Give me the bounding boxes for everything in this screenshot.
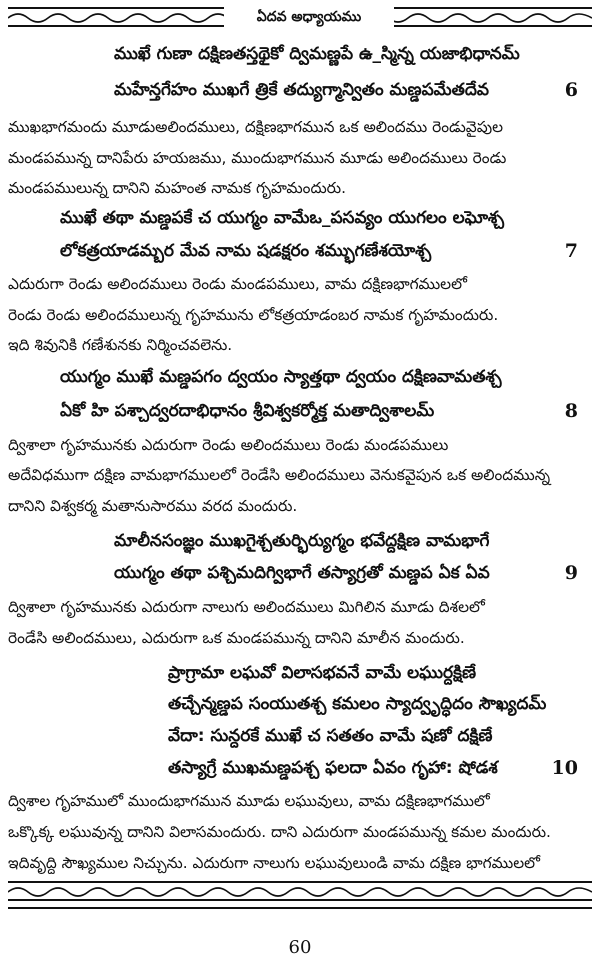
- commentary-line: ఎదురుగా రెండు అలిందములు రెండు మండపములు, వామ దక్షిణభాగములలో: [8, 275, 467, 293]
- commentary-line: రెండేసి అలిందములు, ఎదురుగా ఒక మండపమున్న దానిని మాలీన మందురు.: [8, 629, 465, 647]
- verse-line: తస్యాగ్రే ముఖమణ్డపశ్చ ఫలదా ఏవం గృహా: షోడశ: [168, 758, 498, 778]
- commentary-line: రెండు రెండు అలిందములున్న గృహమును లోకత్రయాడంబర నామక గృహమందురు.: [8, 306, 499, 324]
- verse-line: ముఖే గుణా దక్షిణతస్తథైకో ద్విమణ్ణపే ఉ_స్మిన్న యజాభిధానమ్: [114, 44, 520, 64]
- verse-line: మాలీనసంజ్ఞం ముఖగైశ్చతుర్భిర్యుగ్మం భవేద్దక్షిణ వామభాగే: [114, 531, 490, 551]
- verse-line: వేదా: సున్దరకే ముఖే చ సతతం వామే షణో దక్షిణే: [168, 726, 493, 746]
- bottom-ornamental-border: [8, 880, 592, 902]
- commentary-line: ఇది శివునికి గణేశునకు నిర్మించవలెను.: [8, 336, 233, 354]
- commentary-line: మండపమున్న దానిపేరు హయజము, ముందుభాగమున మూడు అలిందములు రెండు: [8, 149, 507, 167]
- verse-number: 6: [564, 79, 578, 101]
- verse-line: ఏకో హి పశ్చాద్వరదాభిధానం శ్రీవిశ్వకర్మోక్త మతాద్విశాలమ్: [60, 401, 435, 421]
- page-number: 60: [288, 937, 312, 958]
- commentary-line: అదేవిధముగా దక్షిణ వామభాగములలో రెండేసి అలిందములు వెనుకవైపున ఒక అలిందమున్న: [8, 466, 551, 484]
- top-ornamental-border: [8, 6, 592, 28]
- verse-line: తచ్చేన్మణ్డప సంయుతశ్చ కమలం స్యాద్వృద్ధిదం సౌఖ్యదమ్: [168, 694, 547, 714]
- verse-line: యుగ్మం తథా పశ్చిమదిగ్విభాగే తస్యాగ్రతో మణ్డప ఏక ఏవ: [114, 563, 490, 583]
- verse-number: 7: [564, 240, 578, 262]
- chapter-header-title: ఏదవ అధ్యాయము: [224, 6, 394, 28]
- commentary-line: ద్విశాల గృహములో ముందుభాగమున మూడు లఘువులు, వామ దక్షిణభాగములో: [8, 792, 490, 810]
- vine-ornament: [8, 880, 592, 902]
- verse-number: 10: [551, 757, 578, 779]
- verse-line: ముఖే తథా మణ్డపకే చ యుగ్మం వామేఒ_పసవ్యం యుగలం లఘోశ్చ: [60, 208, 504, 228]
- commentary-line: ద్విశాలా గృహమునకు ఎదురుగా నాలుగు అలిందములు మిగిలిన మూడు దిశలలో: [8, 598, 485, 616]
- commentary-line: ఇదివృద్ధి సౌఖ్యముల నిచ్చును. ఎదురుగా నాలుగు లఘువులుండి వామ దక్షిణ భాగములలో: [8, 854, 540, 872]
- verse-line: లోకత్రయాడమ్బర మేవ నామ షడక్షరం శమ్భుగణేశయోశ్చ: [60, 241, 432, 261]
- commentary-line: ఒక్కొక్క లఘువున్న దానిని విలాసమందురు. దాని ఎదురుగా మండపమున్న కమల మందురు.: [8, 823, 551, 841]
- commentary-line: దానిని విశ్వకర్మ మతానుసారము వరద మందురు.: [8, 497, 298, 515]
- verse-number: 8: [564, 400, 578, 422]
- bottom-rule: [8, 907, 592, 909]
- commentary-line: మండపములున్న దానిని మహంత నామక గృహమందురు.: [8, 179, 346, 197]
- verse-line: యుగ్మం ముఖే మణ్డపగం ద్వయం స్యాత్తథా ద్వయం దక్షిణవామతశ్చ: [60, 367, 502, 387]
- verse-number: 9: [564, 562, 578, 584]
- verse-line: మహేన్తగేహం ముఖగే త్రికే తద్యుగ్మాన్వితం మణ్డపమేతదేవ: [114, 80, 489, 100]
- commentary-line: ముఖభాగమందు మూడుఅలిందములు, దక్షిణభాగమున ఒక అలిందము రెండువైపుల: [8, 118, 503, 136]
- verse-line: ప్రాగ్రామా లఘవో విలాసభవనే వామే లఘుర్దక్షిణే: [168, 663, 477, 683]
- commentary-line: ద్విశాలా గృహమునకు ఎదురుగా రెండు అలిందములు రెండు మండపములు: [8, 436, 449, 454]
